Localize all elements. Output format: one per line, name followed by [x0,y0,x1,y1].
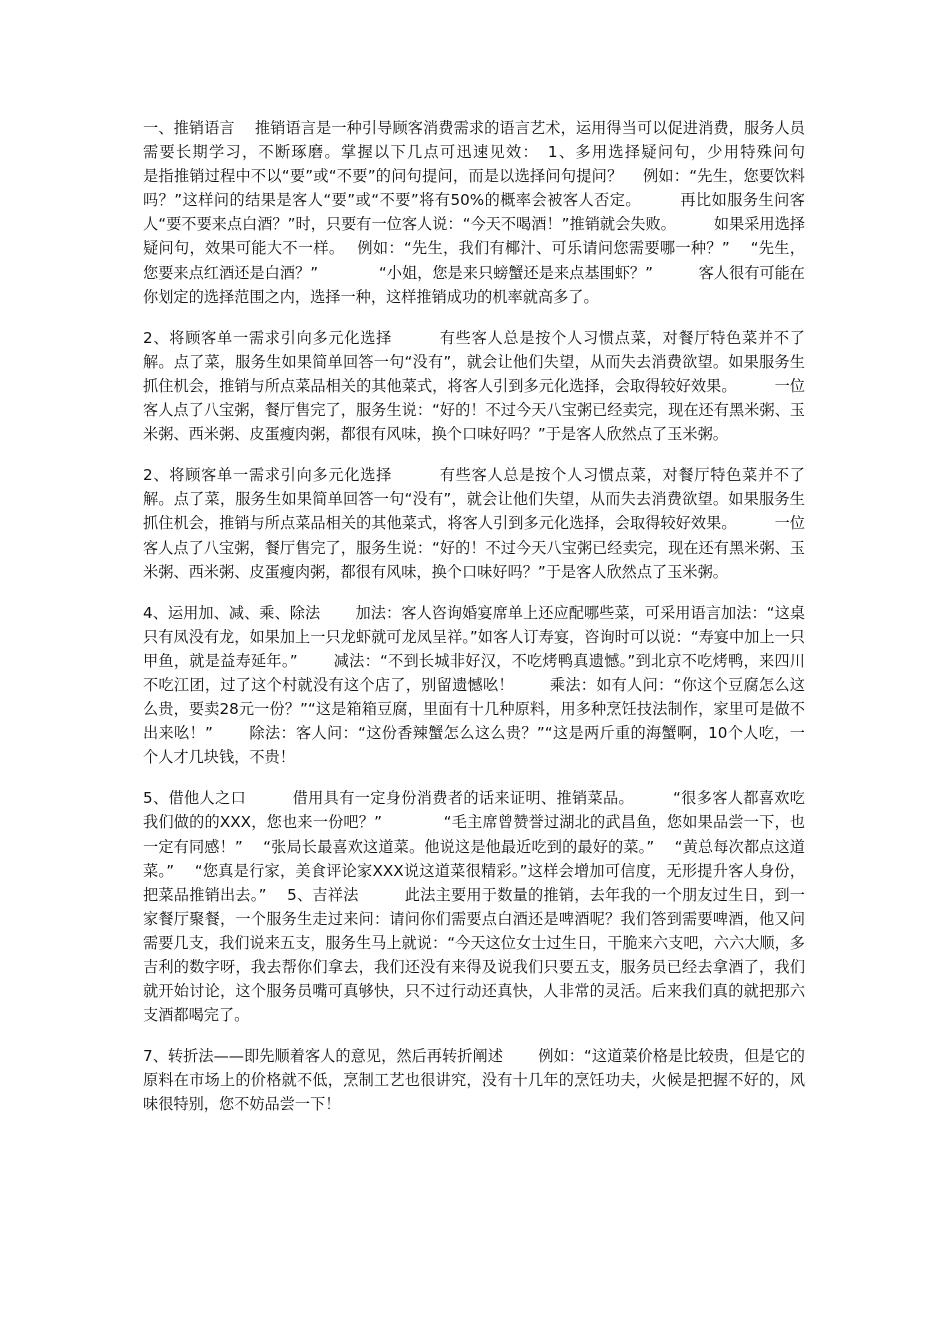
paragraph-others-words: 5、借他人之口 借用具有一定身份消费者的话来证明、推销菜品。 “很多客人都喜欢吃我们做的的XXX，您也来一份吧？” “毛主席曾赞誉过湖北的武昌鱼，您如果品尝一下，也一定有同感！” “张局长最喜欢这道菜。他说这是他最近吃到的最好的菜。” “黄总每次都点这道菜。” “您真是行家，美食评论家XXX说这道菜很精彩。”这样会增加可信度，无形提升客人身份，把菜品推销出去。” 5、吉祥法 此法主要用于数量的推销，去年我的一个朋友过生日，到一家餐厅聚餐，一个服务生走过来问：请问你们需要点白酒还是啤酒呢？我们答到需要啤酒，他又问需要几支，我们说来五支，服务生马上就说：“今天这位女士过生日，干脆来六支吧，六六大顺，多吉利的数字呀，我去帮你们拿去，我们还没有来得及说我们只要五支，服务员已经去拿酒了，我们就开始讨论，这个服务员嘴可真够快，只不过行动还真快，人非常的灵活。后来我们真的就把那六支酒都喝完了。 [143,789,805,1025]
paragraph-turning-method: 7、转折法——即先顺着客人的意见，然后再转折阐述 例如：“这道菜价格是比较贵，但是它的原料在市场上的价格就不低，烹制工艺也很讲究，没有十几年的烹饪功夫，火候是把握不好的，风味很特别，您不妨品尝一下！ [143,1047,805,1114]
paragraph-diversified-choice: 2、将顾客单一需求引向多元化选择 有些客人总是按个人习惯点菜，对餐厅特色菜并不了解。点了菜，服务生如果简单回答一句“没有”，就会让他们失望，从而失去消费欲望。如果服务生抓住机会，推销与所点菜品相关的其他菜式，将客人引到多元化选择，会取得较好效果。 一位客人点了八宝粥，餐厅售完了，服务生说：“好的！不过今天八宝粥已经卖完，现在还有黑米粥、玉米粥、西米粥、皮蛋瘦肉粥，都很有风味，换个口味好吗？”于是客人欣然点了玉米粥。 [143,328,805,444]
paragraph-diversified-choice-repeat: 2、将顾客单一需求引向多元化选择 有些客人总是按个人习惯点菜，对餐厅特色菜并不了解。点了菜，服务生如果简单回答一句“没有”，就会让他们失望，从而失去消费欲望。如果服务生抓住机会，推销与所点菜品相关的其他菜式，将客人引到多元化选择，会取得较好效果。 一位客人点了八宝粥，餐厅售完了，服务生说：“好的！不过今天八宝粥已经卖完，现在还有黑米粥、玉米粥、西米粥、皮蛋瘦肉粥，都很有风味，换个口味好吗？”于是客人欣然点了玉米粥。 [143,466,805,581]
paragraph-sales-language: 一、推销语言 推销语言是一种引导顾客消费需求的语言艺术，运用得当可以促进消费，服务人员需要长期学习，不断琢磨。掌握以下几点可迅速见效： 1、多用选择疑问句，少用特殊问句 是指推销过程中不以“要”或“不要”的问句提问，而是以选择问句提问？ 例如：“先生，您要饮料吗？”这样问的结果是客人“要”或“不要”将有50%的概率会被客人否定。 再比如服务生问客人“要不要来点白酒？”时，只要有一位客人说：“今天不喝酒！”推销就会失败。 如果采用选择疑问句，效果可能大不一样。 例如：“先生，我们有椰汁、可乐请问您需要哪一种？” “先生，您要来点红酒还是白酒？” “小姐，您是来只螃蟹还是来点基围虾？” 客人很有可能在你划定的选择范围之内，选择一种，这样推销成功的机率就高多了。 [143,119,851,306]
paragraph-arithmetic-methods: 4、运用加、减、乘、除法 加法：客人咨询婚宴席单上还应配哪些菜，可采用语言加法：“这桌只有凤没有龙，如果加上一只龙虾就可龙凤呈祥。”如客人订寿宴，咨询时可以说：“寿宴中加上一只甲鱼，就是益寿延年。” 减法：“不到长城非好汉，不吃烤鸭真遗憾。”到北京不吃烤鸭，来四川不吃江团，过了这个村就没有这个店了，别留遗憾吆！ 乘法：如有人问：“你这个豆腐怎么这么贵，要卖28元一份？”“这是箱箱豆腐，里面有十几种原料，用多种烹饪技法制作，家里可是做不出来吆！” 除法：客人问：“这份香辣蟹怎么这么贵？”“这是两斤重的海蟹啊，10个人吃，一个人才几块钱，不贵！ [143,603,805,767]
document-body [143,116,851,1134]
